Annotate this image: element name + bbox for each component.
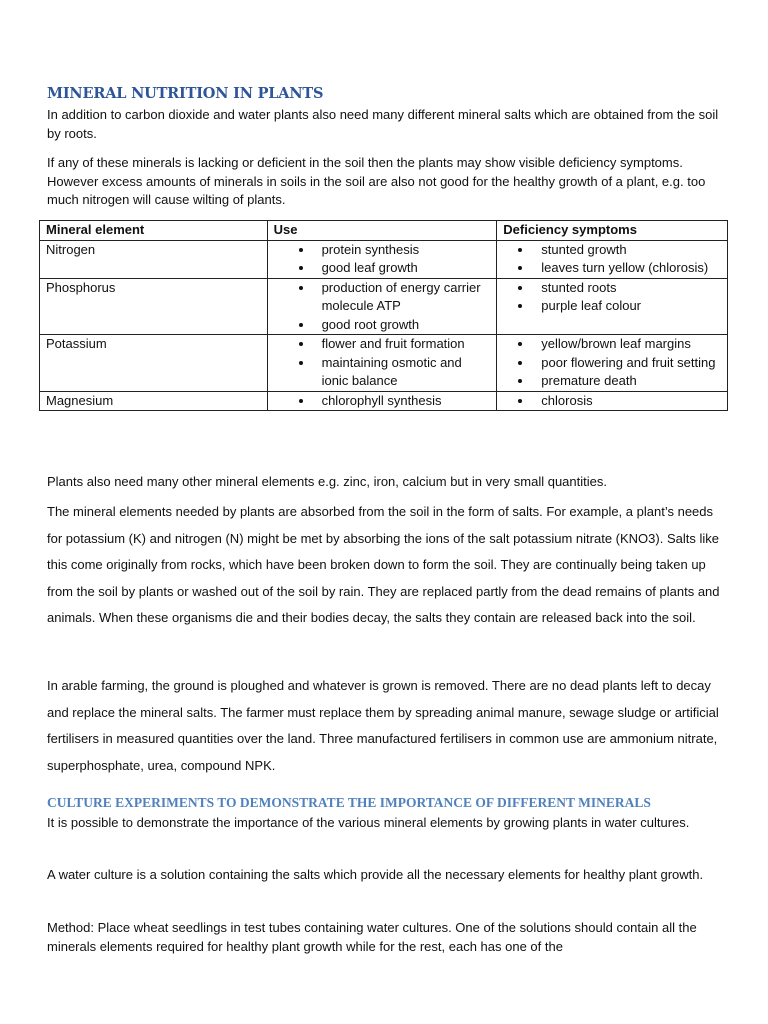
cell-deficiency [497, 335, 728, 392]
list-item: • stunted roots [533, 279, 721, 298]
list-item: • premature death [533, 372, 721, 391]
table-header-row [40, 221, 728, 241]
list-item: • good leaf growth [314, 259, 491, 278]
page-title: MINERAL NUTRITION IN PLANTS [47, 85, 324, 102]
list-item: • flower and fruit formation [314, 335, 491, 354]
salts-paragraph: The mineral elements needed by plants are absorbed from the soil in the form of salts. For example, a plant’s needs for potassium (K) and nitrogen (N) might be met by absorbing the ions of the salt potassium nitrate (KNO3). Salts like this come originally from rocks, which have been broken down to form the soil. They are continually being taken up from the soil by plants or washed out of the soil by rain. They are replaced partly from the dead remains of plants and animals. When these organisms die and their bodies decay, the salts they contain are released back into the soil. [47, 504, 720, 625]
list-item: • stunted growth [533, 241, 721, 260]
header-use: Use [267, 221, 497, 241]
water-culture-paragraph: A water culture is a solution containing the salts which provide all the necessary elements for healthy plant growth. [47, 867, 704, 882]
cell-deficiency [497, 278, 728, 335]
table-row [40, 335, 728, 392]
table-row [40, 240, 728, 278]
header-mineral: Mineral element [40, 221, 268, 241]
intro-paragraph: In addition to carbon dioxide and water plants also need many different mineral salts which are obtained from the soil by roots. [47, 107, 719, 141]
cell-deficiency [497, 240, 728, 278]
section-heading: CULTURE EXPERIMENTS TO DEMONSTRATE THE IMPORTANCE OF DIFFERENT MINERALS [47, 795, 651, 810]
list-item: • good root growth [314, 316, 491, 335]
list-item: • chlorophyll synthesis [314, 392, 491, 411]
cell-deficiency [497, 391, 728, 411]
header-deficiency: Deficiency symptoms [497, 221, 728, 241]
table-row [40, 278, 728, 335]
mineral-table [39, 220, 728, 411]
cell-use [267, 335, 497, 392]
cell-element: Magnesium [40, 391, 268, 411]
deficiency-paragraph: If any of these minerals is lacking or deficient in the soil then the plants may show visible deficiency symptoms. However excess amounts of minerals in soils in the soil are also not good for the healthy growth of a plant, e.g. too much nitrogen will cause wilting of plants. [47, 155, 706, 207]
list-item: • poor flowering and fruit setting [533, 354, 721, 373]
arable-farming-paragraph: In arable farming, the ground is ploughed and whatever is grown is removed. There are no dead plants left to decay and replace the mineral salts. The farmer must replace them by spreading animal manure, sewage sludge or artificial fertilisers in measured quantities over the land. Three manufactured fertilisers in common use are ammonium nitrate, superphosphate, urea, compound NPK. [47, 678, 719, 773]
cell-element: Potassium [40, 335, 268, 392]
list-item: • protein synthesis [314, 241, 491, 260]
cell-use [267, 391, 497, 411]
culture-paragraph: It is possible to demonstrate the importance of the various mineral elements by growing plants in water cultures. [47, 815, 690, 830]
cell-use [267, 278, 497, 335]
table-row [40, 391, 728, 411]
list-item: • production of energy carrier molecule ATP [314, 279, 491, 316]
list-item: • leaves turn yellow (chlorosis) [533, 259, 721, 278]
trace-elements-paragraph: Plants also need many other mineral elements e.g. zinc, iron, calcium but in very small quantities. [47, 474, 607, 489]
list-item: • chlorosis [533, 392, 721, 411]
list-item: • maintaining osmotic and ionic balance [314, 354, 491, 391]
list-item: • purple leaf colour [533, 297, 721, 316]
list-item: • yellow/brown leaf margins [533, 335, 721, 354]
cell-element: Nitrogen [40, 240, 268, 278]
method-paragraph: Method: Place wheat seedlings in test tubes containing water cultures. One of the solutions should contain all the minerals elements required for healthy plant growth while for the rest, each has one of the [47, 920, 697, 954]
cell-use [267, 240, 497, 278]
cell-element: Phosphorus [40, 278, 268, 335]
